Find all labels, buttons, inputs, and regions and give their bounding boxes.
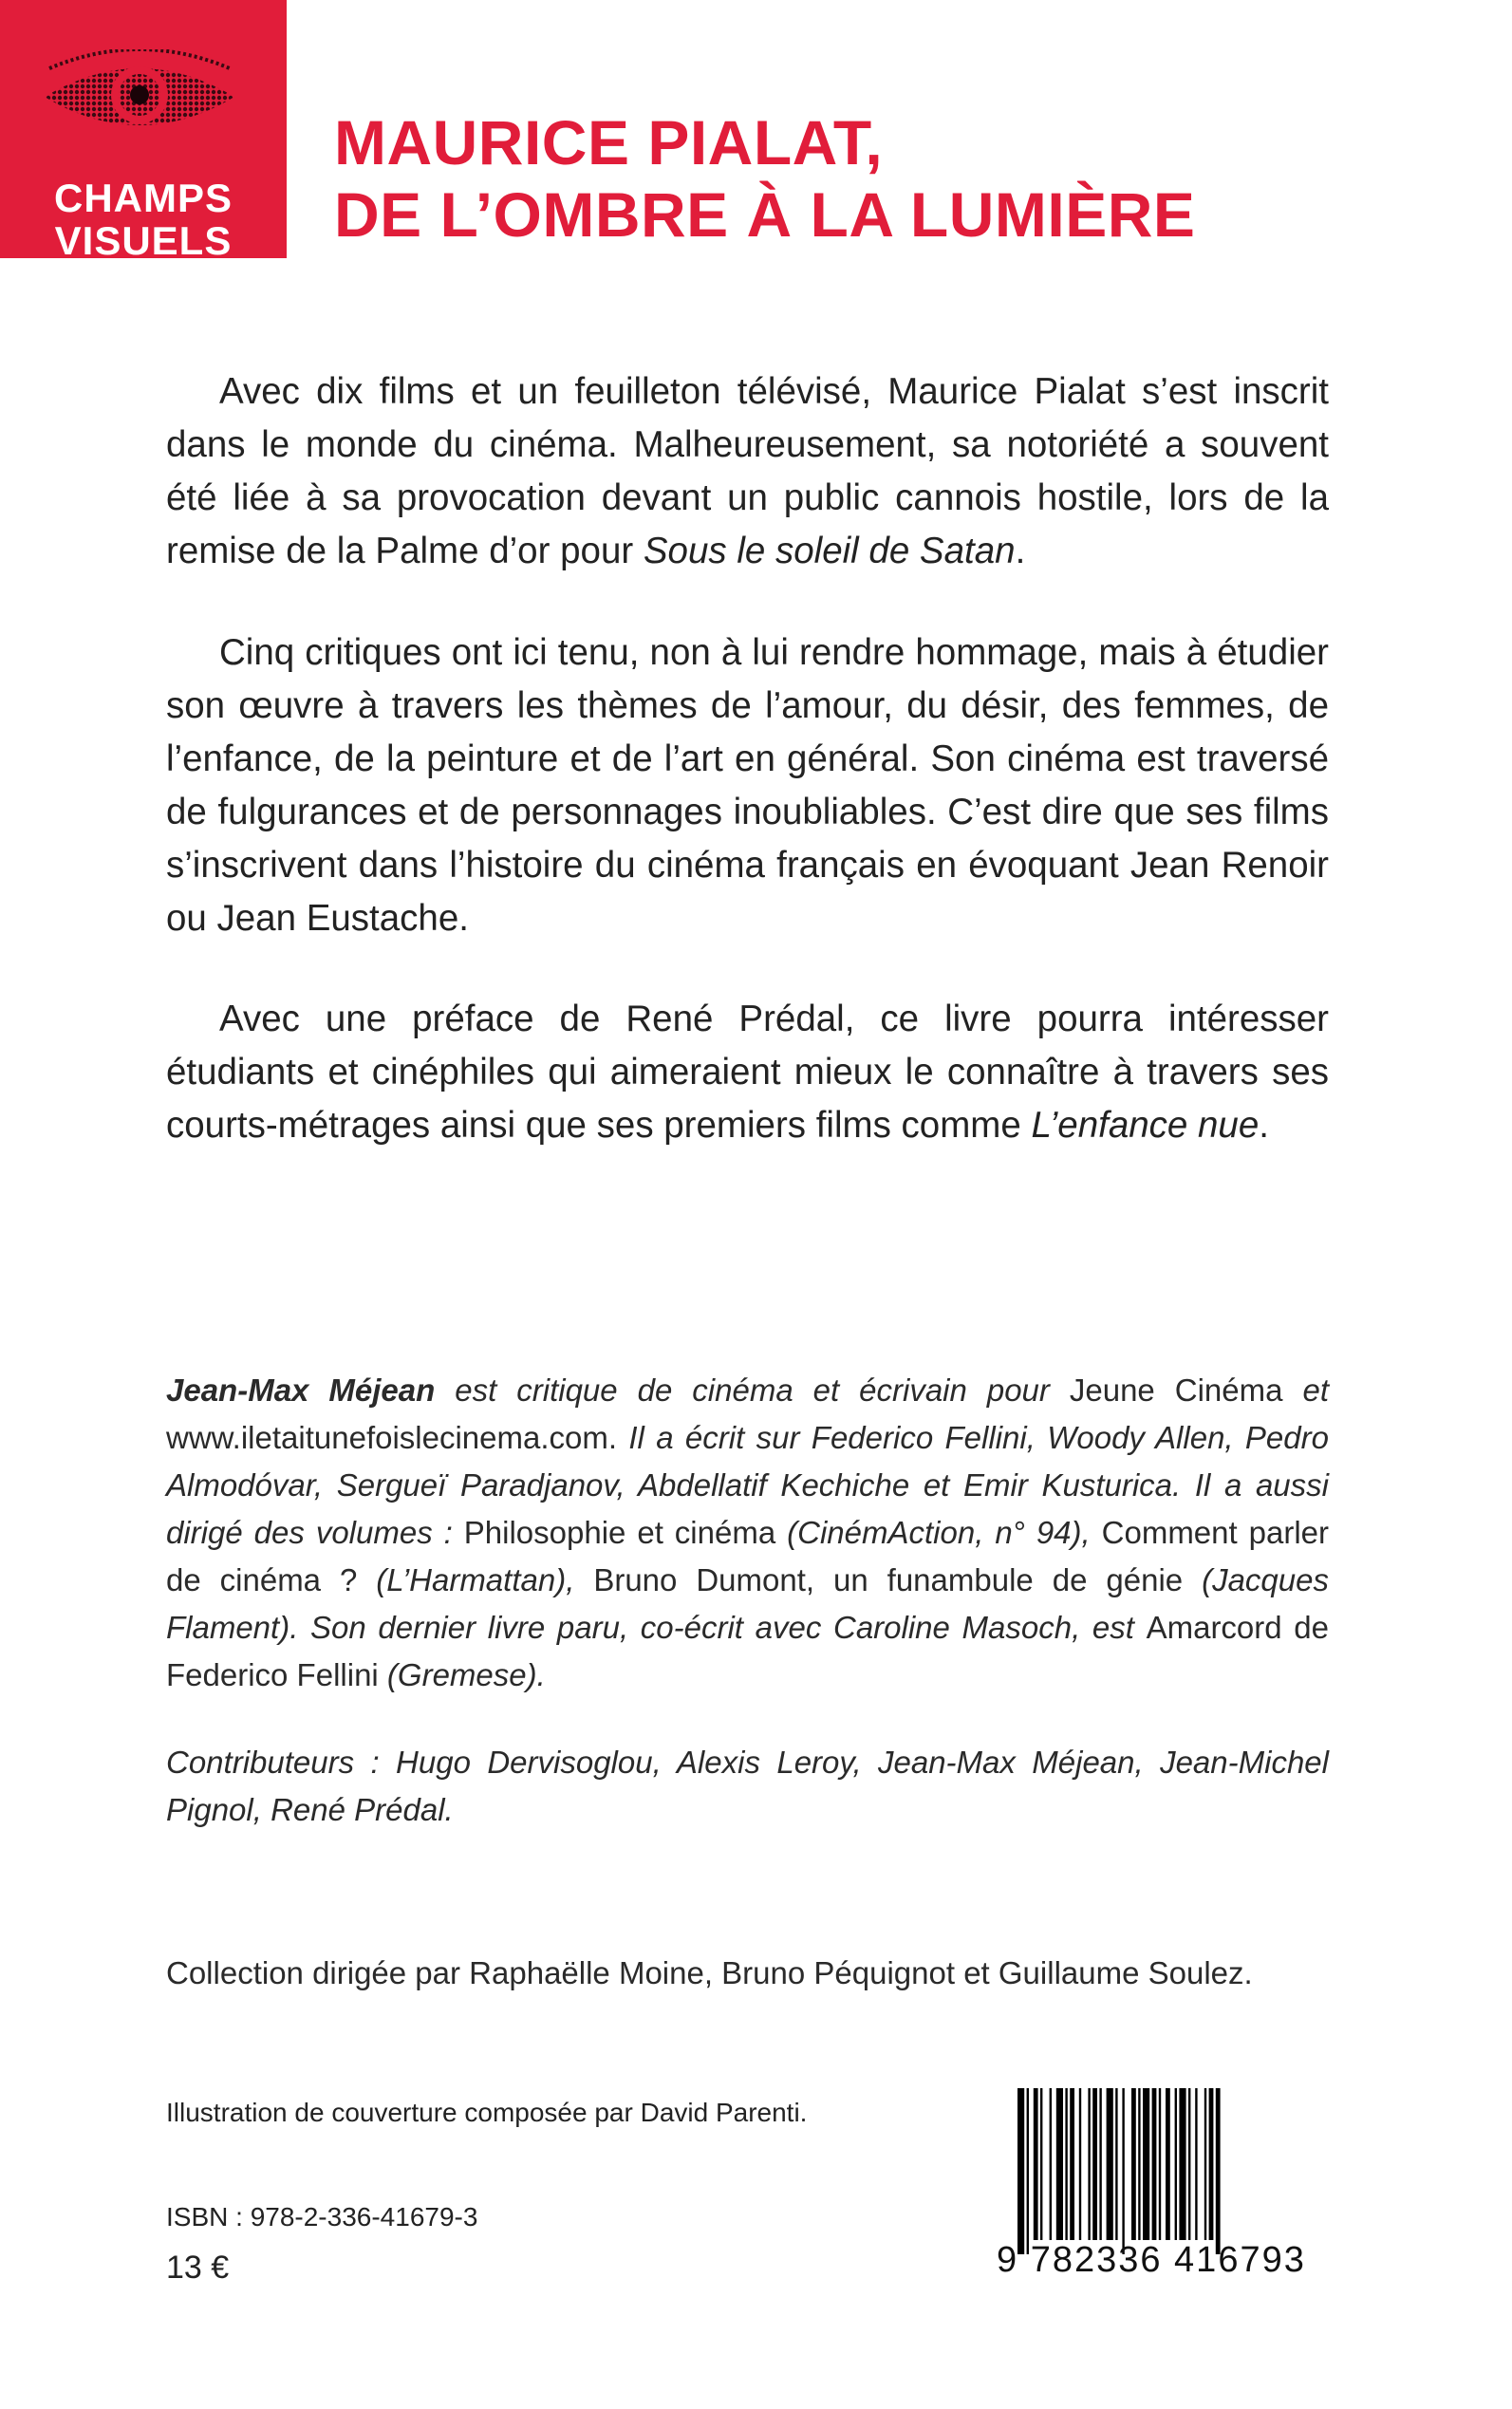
barcode-bar [1179,2088,1185,2240]
book-title [334,106,1195,251]
eye-icon [40,49,239,140]
logo-text-line1: CHAMPS [53,176,233,220]
barcode-bar [1216,2088,1221,2254]
author-bio-r5: Bruno Dumont, un funambule de génie [593,1562,1184,1597]
barcode-bar [1188,2088,1190,2240]
author-bio-s5: (L’Harmattan), [357,1562,594,1597]
author-bio-s4: (CinémAction, n° 94), [775,1515,1102,1550]
barcode-bar [1195,2088,1197,2240]
author-bio-r1: Jeune Cinéma [1069,1373,1283,1408]
collection-logo [0,0,287,258]
barcode-bar [1092,2088,1097,2240]
film-title-enfance: L’enfance nue [1031,1105,1260,1146]
barcode-bar [1017,2088,1024,2254]
author-bio [166,1367,1329,1699]
barcode-bar [1070,2088,1074,2240]
author-bio-r3: Philosophie et cinéma [463,1515,776,1550]
blurb-2-text: Cinq critiques ont ici tenu, non à lui rendre hommage, mais à étudier son œuvre à travers les thèmes de l’amour, du désir, des femmes, de l’enfance, de la peinture et de l’art en général. Son cinéma est traversé de fulgurances et de personnages inoubliables. C’est dire que ses films s’inscrivent dans l’histoire du cinéma français en évoquant Jean Renoir ou Jean Eustache. [166,632,1329,939]
barcode-bar [1034,2088,1038,2240]
barcode-bar [1107,2088,1113,2240]
barcode-bar [1056,2088,1063,2240]
barcode-bar [1131,2088,1136,2240]
author-bio-s1: est critique de cinéma et écrivain pour [435,1373,1070,1408]
logo-text-line2: VISUELS [54,218,233,258]
blurb-1-end: . [1015,531,1026,571]
author-bio-s3: Il a écrit sur Federico Fellini, Woody Allen, Pedro Almodóvar, Sergueï Paradjanov, Abdellatif Kechiche et Emir Kusturica. Il a aussi dirigé des volumes : [166,1420,1329,1550]
barcode-bar [1088,2088,1090,2240]
barcode-bar [1027,2088,1029,2254]
barcode-bar [1175,2088,1177,2240]
barcode-digits: 9 782336 416793 [997,2240,1306,2280]
barcode-bar [1115,2088,1117,2240]
blurb-1-text: Avec dix films et un feuilleton télévisé, Maurice Pialat s’est inscrit dans le monde du cinéma. Malheureusement, sa notoriété a souvent été liée à sa provocation devant un public cannois hostile, lors de la remise de la Palme d’or pour [166,371,1329,571]
barcode-bar [1050,2088,1052,2240]
blurb-paragraph-3 [166,993,1329,1152]
barcode-bar [1065,2088,1067,2240]
author-bio-s2: et [1282,1373,1329,1408]
barcode-bar [1143,2088,1149,2240]
author-bio-r6: Amarcord de Federico Fellini [166,1610,1329,1692]
price: 13 € [166,2250,230,2286]
illustration-credit: Illustration de couverture composée par David Parenti. [166,2098,808,2127]
barcode-bar [1166,2088,1170,2240]
blurb-paragraph-2 [166,626,1329,945]
barcode-bar [1079,2088,1081,2240]
blurb-paragraph-1 [166,365,1329,578]
barcode-bar [1138,2088,1140,2240]
contributors: Contributeurs : Hugo Dervisoglou, Alexis Leroy, Jean-Max Méjean, Jean-Michel Pignol, René Prédal. [166,1745,1329,1827]
author-bio-s6: (Jacques Flament). Son dernier livre paru, co-écrit avec Caroline Masoch, est [166,1562,1329,1645]
barcode-bar [1099,2088,1101,2240]
blurb-3-end: . [1259,1105,1269,1146]
author-website: www.iletaitunefoislecinema.com. [166,1420,618,1455]
isbn: ISBN : 978-2-336-41679-3 [166,2202,478,2232]
barcode-bar [1122,2088,1124,2254]
film-title-satan: Sous le soleil de Satan [643,531,1016,571]
book-title-line1: MAURICE PIALAT, [334,107,884,177]
barcode-bar [1040,2088,1042,2240]
barcode-bar [1152,2088,1157,2240]
barcode-bar [1204,2088,1206,2240]
barcode-bar [1159,2088,1161,2240]
author-bio-s7: (Gremese). [378,1657,546,1692]
author-bio-r4: Comment parler de cinéma ? [166,1515,1329,1597]
barcode-bar [1209,2088,1214,2240]
blurb-3-text: Avec une préface de René Prédal, ce livre pourra intéresser étudiants et cinéphiles qui aimeraient mieux le connaître à travers ses courts-métrages ainsi que ses premiers films comme [166,999,1329,1146]
author-name: Jean-Max Méjean [166,1373,436,1408]
collection-editors: Collection dirigée par Raphaëlle Moine, Bruno Péquignot et Guillaume Soulez. [166,1955,1253,1990]
book-title-line2: DE L’OMBRE À LA LUMIÈRE [334,179,1196,250]
